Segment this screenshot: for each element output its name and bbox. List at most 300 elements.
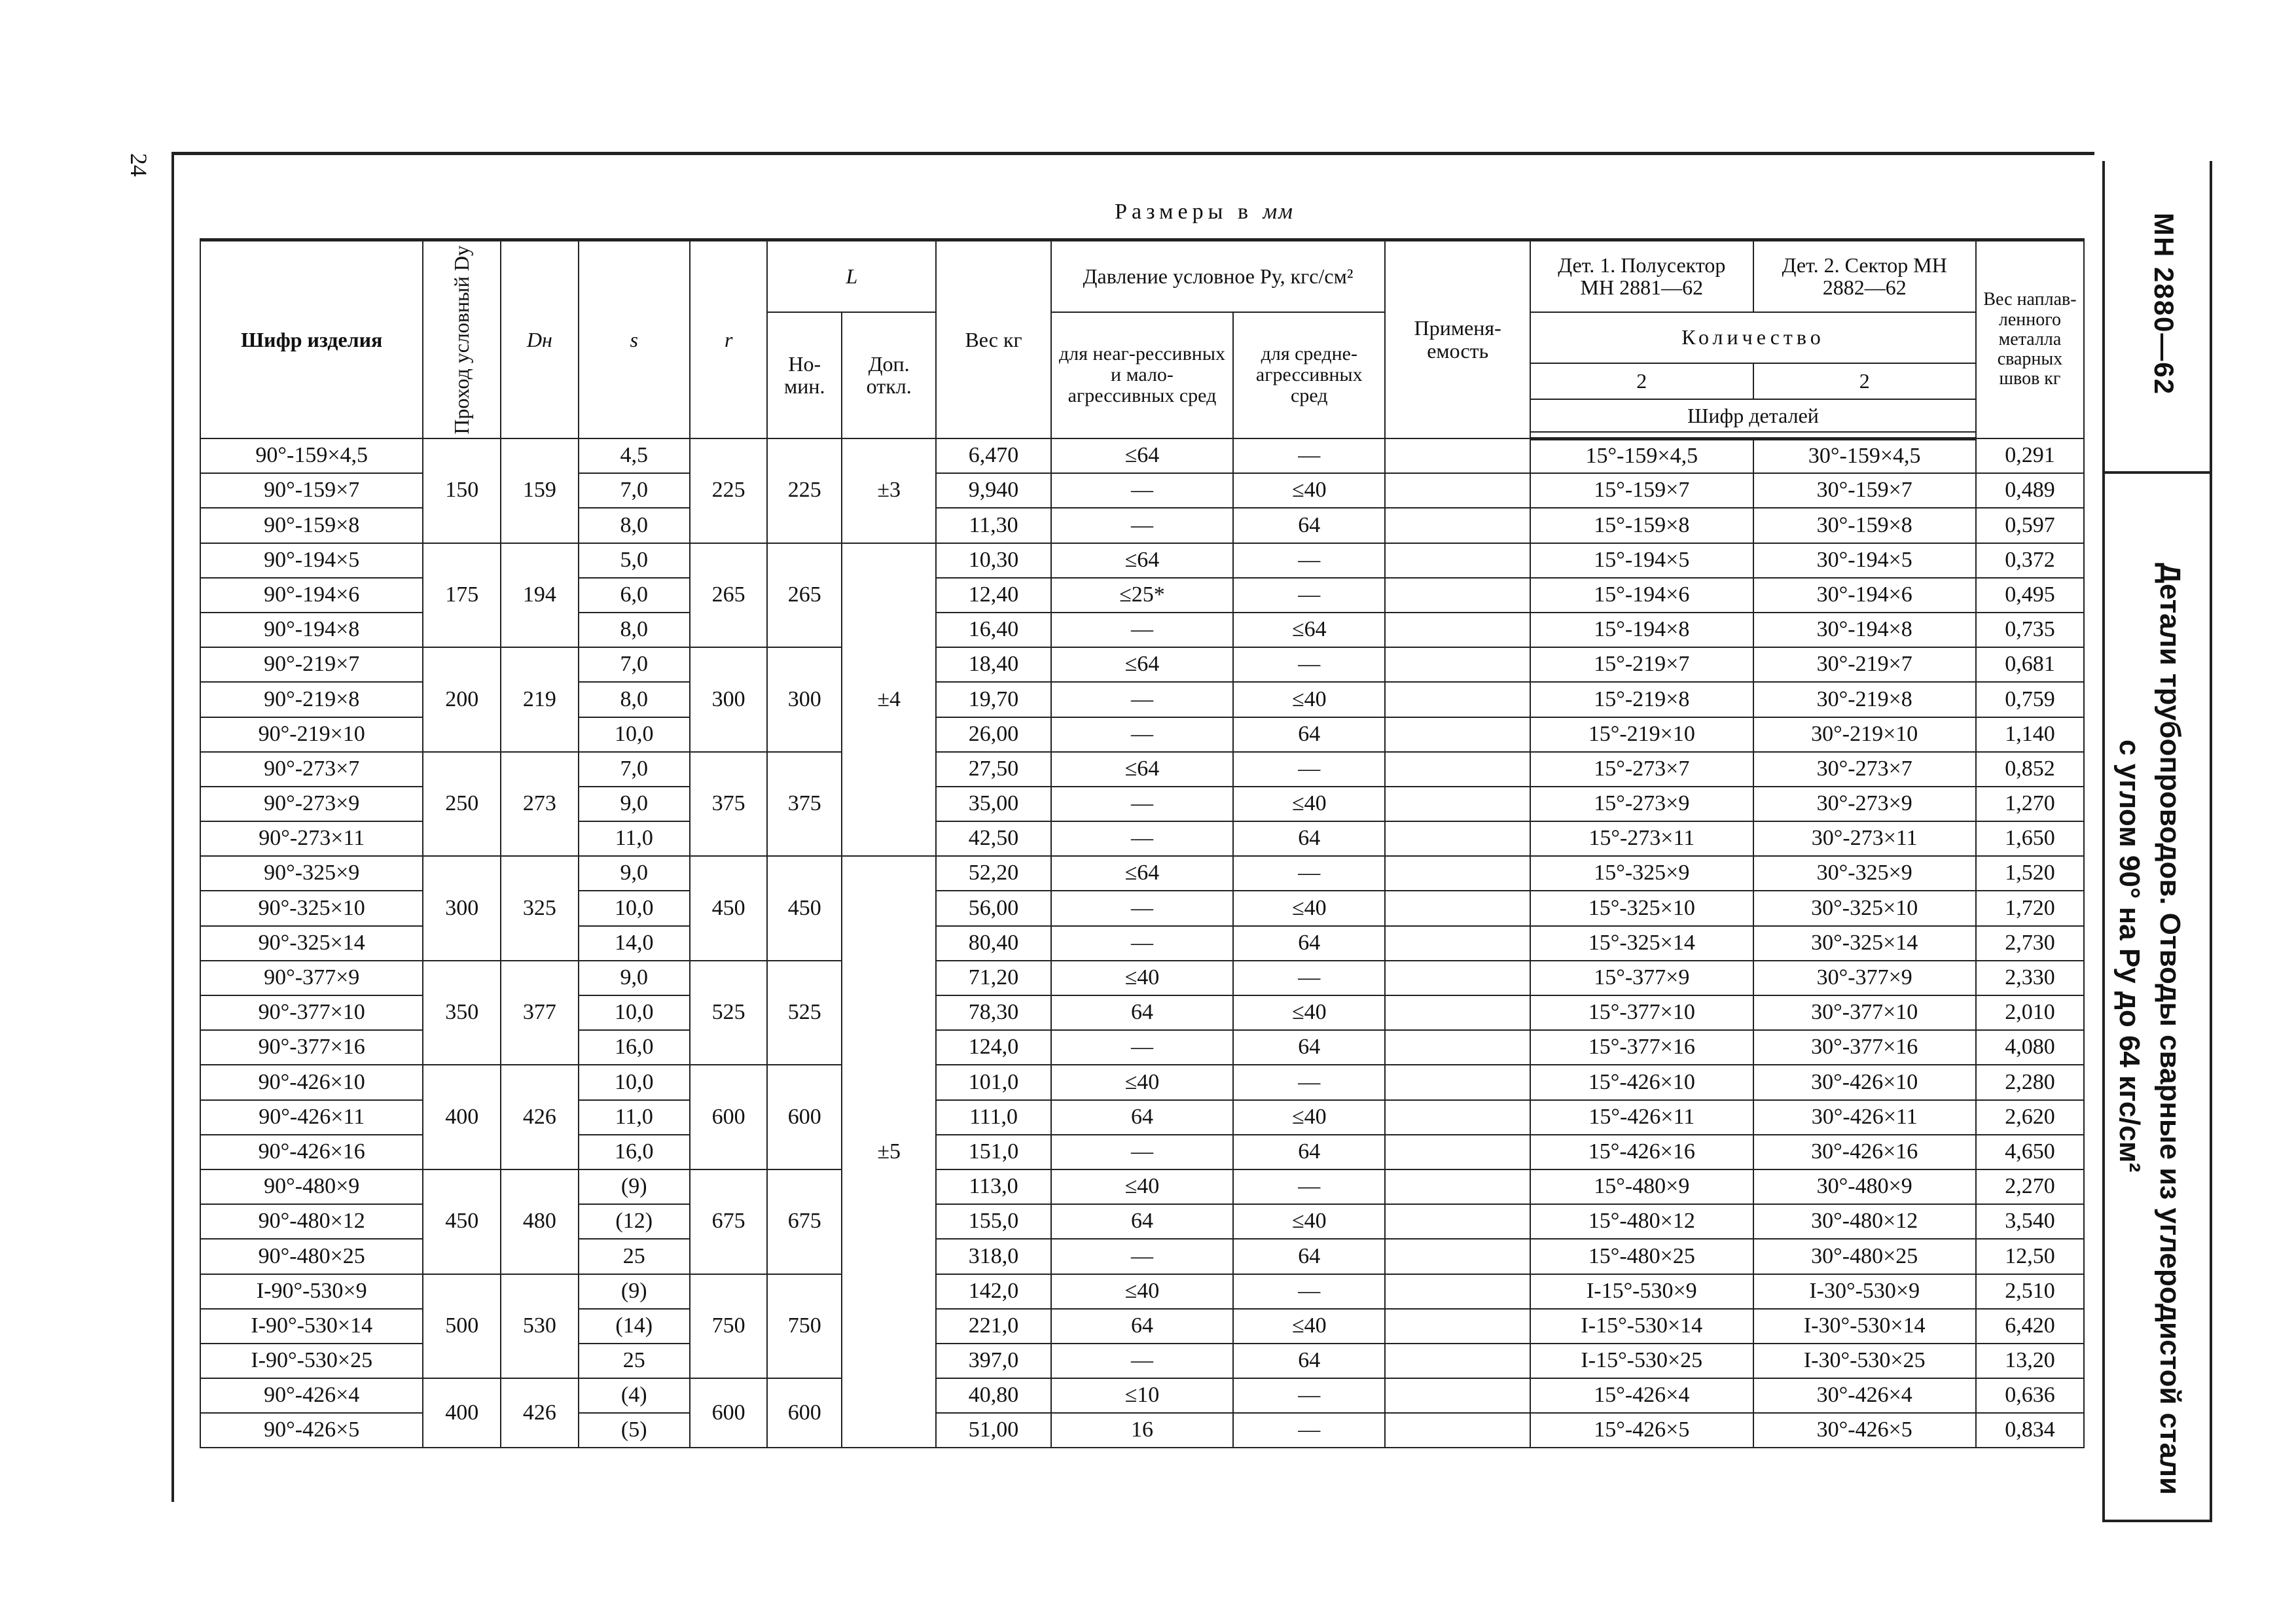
applicability-cell	[1385, 1413, 1530, 1448]
applicability-cell	[1385, 1065, 1530, 1099]
pressure-medium-aggressive-cell: —	[1233, 1413, 1385, 1448]
weight-cell: 111,0	[936, 1100, 1050, 1135]
applicability-cell	[1385, 926, 1530, 961]
wall-thickness-cell: (9)	[579, 1169, 690, 1204]
sector-code-cell: 30°-480×25	[1753, 1239, 1976, 1274]
pressure-nonaggressive-cell: 64	[1051, 1204, 1234, 1239]
wall-thickness-cell: 10,0	[579, 891, 690, 925]
table-row	[200, 1274, 2084, 1309]
product-code-cell: 90°-377×10	[200, 995, 423, 1030]
weld-metal-weight-cell: 2,280	[1976, 1065, 2084, 1099]
half-sector-code-cell: 15°-273×9	[1530, 787, 1753, 821]
wall-thickness-cell: 16,0	[579, 1135, 690, 1169]
weld-metal-weight-cell: 0,852	[1976, 752, 2084, 787]
weld-metal-weight-cell: 4,650	[1976, 1135, 2084, 1169]
half-sector-code-cell: 15°-194×5	[1530, 543, 1753, 578]
dimensions-table	[200, 238, 2085, 1448]
pressure-medium-aggressive-cell: —	[1233, 1065, 1385, 1099]
half-sector-code-cell: 15°-159×7	[1530, 473, 1753, 508]
weld-metal-weight-cell: 0,489	[1976, 473, 2084, 508]
sector-code-cell: 30°-194×6	[1753, 578, 1976, 613]
weld-metal-weight-cell: 0,681	[1976, 647, 2084, 682]
bend-radius-cell: 225	[690, 438, 768, 543]
header-det1: Дет. 1. Полусектор МН 2881—62	[1530, 240, 1753, 312]
pressure-medium-aggressive-cell: 64	[1233, 717, 1385, 752]
sector-code-cell: 30°-325×14	[1753, 926, 1976, 961]
pressure-medium-aggressive-cell: —	[1233, 438, 1385, 473]
product-code-cell: 90°-219×8	[200, 682, 423, 717]
product-code-cell: 90°-159×7	[200, 473, 423, 508]
half-sector-code-cell: 15°-325×10	[1530, 891, 1753, 925]
pressure-medium-aggressive-cell: ≤40	[1233, 891, 1385, 925]
applicability-cell	[1385, 1378, 1530, 1413]
sector-code-cell: 30°-159×7	[1753, 473, 1976, 508]
product-code-cell: 90°-273×9	[200, 787, 423, 821]
table-row	[200, 1169, 2084, 1204]
units-caption	[1047, 200, 1361, 224]
half-sector-code-cell: I-15°-530×9	[1530, 1274, 1753, 1309]
sector-code-cell: 30°-426×10	[1753, 1065, 1976, 1099]
product-code-cell: 90°-426×4	[200, 1378, 423, 1413]
weight-cell: 19,70	[936, 682, 1050, 717]
sector-code-cell: 30°-426×4	[1753, 1378, 1976, 1413]
pressure-nonaggressive-cell: ≤10	[1051, 1378, 1234, 1413]
half-sector-code-cell: 15°-426×16	[1530, 1135, 1753, 1169]
pressure-nonaggressive-cell: 64	[1051, 1100, 1234, 1135]
sector-code-cell: 30°-426×16	[1753, 1135, 1976, 1169]
weight-cell: 27,50	[936, 752, 1050, 787]
product-code-cell: 90°-194×5	[200, 543, 423, 578]
pressure-medium-aggressive-cell: 64	[1233, 1239, 1385, 1274]
weld-metal-weight-cell: 13,20	[1976, 1344, 2084, 1378]
length-nominal-cell: 375	[767, 752, 841, 857]
header-qty2: 2	[1753, 363, 1976, 399]
wall-thickness-cell: (12)	[579, 1204, 690, 1239]
wall-thickness-cell: 9,0	[579, 856, 690, 891]
header-dy: Проход условный Dу	[423, 240, 501, 439]
half-sector-code-cell: 15°-325×14	[1530, 926, 1753, 961]
sector-code-cell: 30°-377×16	[1753, 1030, 1976, 1065]
product-code-cell: 90°-325×14	[200, 926, 423, 961]
bend-radius-cell: 525	[690, 961, 768, 1065]
header-part-code: Шифр деталей	[1530, 399, 1976, 432]
wall-thickness-cell: (4)	[579, 1378, 690, 1413]
header-pressure-nonaggr: для неаг-рессивных и мало-агрессивных сред	[1051, 312, 1234, 439]
wall-thickness-cell: (14)	[579, 1309, 690, 1344]
weld-metal-weight-cell: 1,650	[1976, 821, 2084, 856]
outer-diameter-cell: 530	[501, 1274, 579, 1379]
page-number: 24	[126, 153, 152, 177]
pressure-nonaggressive-cell: ≤25*	[1051, 578, 1234, 613]
half-sector-code-cell: 15°-194×8	[1530, 613, 1753, 647]
header-qty1: 2	[1530, 363, 1753, 399]
table-row	[200, 1065, 2084, 1099]
pressure-medium-aggressive-cell: ≤64	[1233, 613, 1385, 647]
sector-code-cell: 30°-219×10	[1753, 717, 1976, 752]
applicability-cell	[1385, 647, 1530, 682]
length-nominal-cell: 600	[767, 1065, 841, 1169]
weight-cell: 26,00	[936, 717, 1050, 752]
product-code-cell: 90°-480×12	[200, 1204, 423, 1239]
wall-thickness-cell: 10,0	[579, 1065, 690, 1099]
table-row	[200, 1378, 2084, 1413]
pressure-nonaggressive-cell: ≤40	[1051, 1065, 1234, 1099]
sector-code-cell: 30°-325×10	[1753, 891, 1976, 925]
weight-cell: 40,80	[936, 1378, 1050, 1413]
weight-cell: 318,0	[936, 1239, 1050, 1274]
product-code-cell: 90°-426×10	[200, 1065, 423, 1099]
weld-metal-weight-cell: 0,597	[1976, 508, 2084, 543]
product-code-cell: 90°-159×4,5	[200, 438, 423, 473]
applicability-cell	[1385, 995, 1530, 1030]
half-sector-code-cell: 15°-377×10	[1530, 995, 1753, 1030]
applicability-cell	[1385, 613, 1530, 647]
left-border-rule	[171, 154, 174, 1502]
length-nominal-cell: 525	[767, 961, 841, 1065]
weight-cell: 35,00	[936, 787, 1050, 821]
weld-metal-weight-cell: 0,735	[1976, 613, 2084, 647]
length-tolerance-cell: ±3	[842, 438, 936, 543]
length-nominal-cell: 675	[767, 1169, 841, 1274]
margin-frame-line	[2102, 161, 2105, 1522]
sector-code-cell: 30°-426×11	[1753, 1100, 1976, 1135]
pressure-nonaggressive-cell: ≤64	[1051, 856, 1234, 891]
nominal-bore-cell: 500	[423, 1274, 501, 1379]
sector-code-cell: 30°-159×8	[1753, 508, 1976, 543]
pressure-nonaggressive-cell: —	[1051, 926, 1234, 961]
pressure-medium-aggressive-cell: —	[1233, 856, 1385, 891]
bend-radius-cell: 600	[690, 1378, 768, 1448]
pressure-nonaggressive-cell: ≤64	[1051, 647, 1234, 682]
pressure-nonaggressive-cell: —	[1051, 821, 1234, 856]
weight-cell: 12,40	[936, 578, 1050, 613]
sector-code-cell: 30°-219×8	[1753, 682, 1976, 717]
pressure-medium-aggressive-cell: 64	[1233, 926, 1385, 961]
weld-metal-weight-cell: 0,834	[1976, 1413, 2084, 1448]
weight-cell: 155,0	[936, 1204, 1050, 1239]
weight-cell: 101,0	[936, 1065, 1050, 1099]
weld-metal-weight-cell: 3,540	[1976, 1204, 2084, 1239]
sector-code-cell: I-30°-530×9	[1753, 1274, 1976, 1309]
sector-code-cell: I-30°-530×25	[1753, 1344, 1976, 1378]
weld-metal-weight-cell: 0,636	[1976, 1378, 2084, 1413]
length-nominal-cell: 300	[767, 647, 841, 752]
pressure-nonaggressive-cell: 16	[1051, 1413, 1234, 1448]
nominal-bore-cell: 450	[423, 1169, 501, 1274]
product-code-cell: 90°-377×16	[200, 1030, 423, 1065]
half-sector-code-cell: 15°-159×4,5	[1530, 438, 1753, 473]
nominal-bore-cell: 350	[423, 961, 501, 1065]
bend-radius-cell: 750	[690, 1274, 768, 1379]
bend-radius-cell: 375	[690, 752, 768, 857]
product-code-cell: 90°-194×6	[200, 578, 423, 613]
product-code-cell: I-90°-530×14	[200, 1309, 423, 1344]
header-dn: Dн	[501, 240, 579, 439]
margin-frame-line	[2102, 1520, 2212, 1522]
pressure-medium-aggressive-cell: ≤40	[1233, 1309, 1385, 1344]
wall-thickness-cell: 9,0	[579, 961, 690, 995]
weight-cell: 221,0	[936, 1309, 1050, 1344]
product-code-cell: 90°-219×10	[200, 717, 423, 752]
weight-cell: 52,20	[936, 856, 1050, 891]
wall-thickness-cell: (9)	[579, 1274, 690, 1309]
pressure-nonaggressive-cell: —	[1051, 891, 1234, 925]
length-tolerance-cell: ±4	[842, 543, 936, 857]
pressure-medium-aggressive-cell: —	[1233, 752, 1385, 787]
pressure-nonaggressive-cell: —	[1051, 1135, 1234, 1169]
pressure-medium-aggressive-cell: ≤40	[1233, 787, 1385, 821]
bend-radius-cell: 675	[690, 1169, 768, 1274]
pressure-medium-aggressive-cell: —	[1233, 1169, 1385, 1204]
pressure-medium-aggressive-cell: —	[1233, 543, 1385, 578]
half-sector-code-cell: 15°-273×11	[1530, 821, 1753, 856]
pressure-nonaggressive-cell: 64	[1051, 995, 1234, 1030]
applicability-cell	[1385, 438, 1530, 473]
header-code: Шифр изделия	[200, 240, 423, 439]
outer-diameter-cell: 426	[501, 1065, 579, 1169]
applicability-cell	[1385, 752, 1530, 787]
half-sector-code-cell: 15°-426×4	[1530, 1378, 1753, 1413]
product-code-cell: 90°-273×7	[200, 752, 423, 787]
header-L-nom: Но-мин.	[767, 312, 841, 439]
pressure-medium-aggressive-cell: 64	[1233, 508, 1385, 543]
pressure-nonaggressive-cell: —	[1051, 717, 1234, 752]
half-sector-code-cell: 15°-377×16	[1530, 1030, 1753, 1065]
bend-radius-cell: 265	[690, 543, 768, 648]
wall-thickness-cell: 11,0	[579, 1100, 690, 1135]
half-sector-code-cell: 15°-219×7	[1530, 647, 1753, 682]
nominal-bore-cell: 175	[423, 543, 501, 648]
product-code-cell: 90°-426×5	[200, 1413, 423, 1448]
sector-code-cell: 30°-273×9	[1753, 787, 1976, 821]
wall-thickness-cell: 7,0	[579, 647, 690, 682]
wall-thickness-cell: 6,0	[579, 578, 690, 613]
applicability-cell	[1385, 508, 1530, 543]
product-code-cell: 90°-377×9	[200, 961, 423, 995]
applicability-cell	[1385, 1030, 1530, 1065]
pressure-nonaggressive-cell: —	[1051, 1239, 1234, 1274]
pressure-nonaggressive-cell: —	[1051, 473, 1234, 508]
wall-thickness-cell: 7,0	[579, 473, 690, 508]
pressure-medium-aggressive-cell: —	[1233, 1274, 1385, 1309]
length-nominal-cell: 600	[767, 1378, 841, 1448]
outer-diameter-cell: 194	[501, 543, 579, 648]
applicability-cell	[1385, 1100, 1530, 1135]
weight-cell: 42,50	[936, 821, 1050, 856]
weld-metal-weight-cell: 6,420	[1976, 1309, 2084, 1344]
product-code-cell: I-90°-530×9	[200, 1274, 423, 1309]
product-code-cell: 90°-325×10	[200, 891, 423, 925]
units-caption-unit: мм	[1263, 200, 1294, 224]
half-sector-code-cell: 15°-426×10	[1530, 1065, 1753, 1099]
half-sector-code-cell: 15°-426×5	[1530, 1413, 1753, 1448]
applicability-cell	[1385, 682, 1530, 717]
half-sector-code-cell: 15°-194×6	[1530, 578, 1753, 613]
wall-thickness-cell: 9,0	[579, 787, 690, 821]
half-sector-code-cell: 15°-480×12	[1530, 1204, 1753, 1239]
pressure-nonaggressive-cell: ≤40	[1051, 961, 1234, 995]
table-row	[200, 438, 2084, 473]
units-caption-prefix: Размеры в	[1115, 200, 1253, 224]
table-row	[200, 856, 2084, 891]
pressure-medium-aggressive-cell: ≤40	[1233, 1204, 1385, 1239]
pressure-nonaggressive-cell: 64	[1051, 1309, 1234, 1344]
pressure-medium-aggressive-cell: ≤40	[1233, 682, 1385, 717]
document-title-line1: Детали трубопроводов. Отводы сварные из углеродистой стали	[2154, 563, 2186, 1495]
weld-metal-weight-cell: 1,520	[1976, 856, 2084, 891]
weld-metal-weight-cell: 1,140	[1976, 717, 2084, 752]
header-weld-weight: Вес наплав-ленного металла сварных швов кг	[1976, 240, 2084, 439]
bend-radius-cell: 300	[690, 647, 768, 752]
sector-code-cell: 30°-273×11	[1753, 821, 1976, 856]
weight-cell: 80,40	[936, 926, 1050, 961]
table-row	[200, 961, 2084, 995]
half-sector-code-cell: 15°-159×8	[1530, 508, 1753, 543]
header-pressure: Давление условное Pу, кгс/см²	[1051, 240, 1386, 312]
outer-diameter-cell: 377	[501, 961, 579, 1065]
pressure-medium-aggressive-cell: 64	[1233, 1030, 1385, 1065]
table-body	[200, 438, 2084, 1448]
header-det2: Дет. 2. Сектор МН 2882—62	[1753, 240, 1976, 312]
applicability-cell	[1385, 821, 1530, 856]
wall-thickness-cell: 8,0	[579, 682, 690, 717]
pressure-nonaggressive-cell: —	[1051, 1030, 1234, 1065]
header-r: r	[690, 240, 768, 439]
wall-thickness-cell: 11,0	[579, 821, 690, 856]
sector-code-cell: 30°-273×7	[1753, 752, 1976, 787]
top-border-rule	[171, 152, 2094, 155]
applicability-cell	[1385, 891, 1530, 925]
half-sector-code-cell: 15°-426×11	[1530, 1100, 1753, 1135]
weld-metal-weight-cell: 2,270	[1976, 1169, 2084, 1204]
wall-thickness-cell: 14,0	[579, 926, 690, 961]
applicability-cell	[1385, 543, 1530, 578]
product-code-cell: 90°-194×8	[200, 613, 423, 647]
weight-cell: 78,30	[936, 995, 1050, 1030]
applicability-cell	[1385, 473, 1530, 508]
outer-diameter-cell: 219	[501, 647, 579, 752]
wall-thickness-cell: 10,0	[579, 717, 690, 752]
half-sector-code-cell: 15°-325×9	[1530, 856, 1753, 891]
pressure-medium-aggressive-cell: 64	[1233, 821, 1385, 856]
weld-metal-weight-cell: 2,010	[1976, 995, 2084, 1030]
wall-thickness-cell: 25	[579, 1344, 690, 1378]
header-s: s	[579, 240, 690, 439]
product-code-cell: 90°-219×7	[200, 647, 423, 682]
sector-code-cell: 30°-194×8	[1753, 613, 1976, 647]
weld-metal-weight-cell: 0,495	[1976, 578, 2084, 613]
nominal-bore-cell: 250	[423, 752, 501, 857]
weight-cell: 397,0	[936, 1344, 1050, 1378]
weld-metal-weight-cell: 12,50	[1976, 1239, 2084, 1274]
applicability-cell	[1385, 1135, 1530, 1169]
weld-metal-weight-cell: 2,730	[1976, 926, 2084, 961]
wall-thickness-cell: (5)	[579, 1413, 690, 1448]
weld-metal-weight-cell: 0,759	[1976, 682, 2084, 717]
header-pressure-medaggr: для средне-агрессивных сред	[1233, 312, 1385, 439]
nominal-bore-cell: 400	[423, 1065, 501, 1169]
pressure-nonaggressive-cell: ≤40	[1051, 1169, 1234, 1204]
pressure-medium-aggressive-cell: ≤40	[1233, 1100, 1385, 1135]
length-nominal-cell: 450	[767, 856, 841, 961]
outer-diameter-cell: 159	[501, 438, 579, 543]
weight-cell: 10,30	[936, 543, 1050, 578]
sector-code-cell: 30°-325×9	[1753, 856, 1976, 891]
bend-radius-cell: 600	[690, 1065, 768, 1169]
table-row	[200, 543, 2084, 578]
half-sector-code-cell: I-15°-530×14	[1530, 1309, 1753, 1344]
pressure-nonaggressive-cell: —	[1051, 787, 1234, 821]
product-code-cell: I-90°-530×25	[200, 1344, 423, 1378]
pressure-nonaggressive-cell: —	[1051, 613, 1234, 647]
nominal-bore-cell: 150	[423, 438, 501, 543]
product-code-cell: 90°-159×8	[200, 508, 423, 543]
table-row	[200, 647, 2084, 682]
header-applicability: Применя-емость	[1385, 240, 1530, 439]
margin-frame-line	[2210, 161, 2212, 1522]
wall-thickness-cell: 8,0	[579, 508, 690, 543]
applicability-cell	[1385, 1274, 1530, 1309]
applicability-cell	[1385, 1204, 1530, 1239]
wall-thickness-cell: 25	[579, 1239, 690, 1274]
product-code-cell: 90°-426×11	[200, 1100, 423, 1135]
weight-cell: 56,00	[936, 891, 1050, 925]
half-sector-code-cell: 15°-480×9	[1530, 1169, 1753, 1204]
half-sector-code-cell: 15°-480×25	[1530, 1239, 1753, 1274]
sector-code-cell: 30°-377×10	[1753, 995, 1976, 1030]
sector-code-cell: 30°-480×12	[1753, 1204, 1976, 1239]
wall-thickness-cell: 7,0	[579, 752, 690, 787]
weight-cell: 124,0	[936, 1030, 1050, 1065]
weld-metal-weight-cell: 0,291	[1976, 438, 2084, 473]
header-quantity: Количество	[1530, 312, 1976, 364]
applicability-cell	[1385, 1309, 1530, 1344]
weight-cell: 9,940	[936, 473, 1050, 508]
length-nominal-cell: 750	[767, 1274, 841, 1379]
half-sector-code-cell: 15°-377×9	[1530, 961, 1753, 995]
pressure-nonaggressive-cell: —	[1051, 508, 1234, 543]
applicability-cell	[1385, 961, 1530, 995]
weight-cell: 113,0	[936, 1169, 1050, 1204]
product-code-cell: 90°-480×9	[200, 1169, 423, 1204]
applicability-cell	[1385, 1344, 1530, 1378]
sector-code-cell: 30°-426×5	[1753, 1413, 1976, 1448]
weight-cell: 11,30	[936, 508, 1050, 543]
weight-cell: 18,40	[936, 647, 1050, 682]
outer-diameter-cell: 325	[501, 856, 579, 961]
sector-code-cell: 30°-377×9	[1753, 961, 1976, 995]
weight-cell: 71,20	[936, 961, 1050, 995]
wall-thickness-cell: 10,0	[579, 995, 690, 1030]
bend-radius-cell: 450	[690, 856, 768, 961]
sector-code-cell: 30°-194×5	[1753, 543, 1976, 578]
half-sector-code-cell: 15°-219×8	[1530, 682, 1753, 717]
pressure-nonaggressive-cell: ≤64	[1051, 543, 1234, 578]
product-code-cell: 90°-325×9	[200, 856, 423, 891]
weld-metal-weight-cell: 2,330	[1976, 961, 2084, 995]
header-L-tol: Доп. откл.	[842, 312, 936, 439]
weld-metal-weight-cell: 1,270	[1976, 787, 2084, 821]
half-sector-code-cell: I-15°-530×25	[1530, 1344, 1753, 1378]
header-L: L	[767, 240, 936, 312]
product-code-cell: 90°-273×11	[200, 821, 423, 856]
wall-thickness-cell: 4,5	[579, 438, 690, 473]
pressure-nonaggressive-cell: —	[1051, 1344, 1234, 1378]
nominal-bore-cell: 400	[423, 1378, 501, 1448]
pressure-nonaggressive-cell: ≤40	[1051, 1274, 1234, 1309]
half-sector-code-cell: 15°-273×7	[1530, 752, 1753, 787]
weight-cell: 142,0	[936, 1274, 1050, 1309]
